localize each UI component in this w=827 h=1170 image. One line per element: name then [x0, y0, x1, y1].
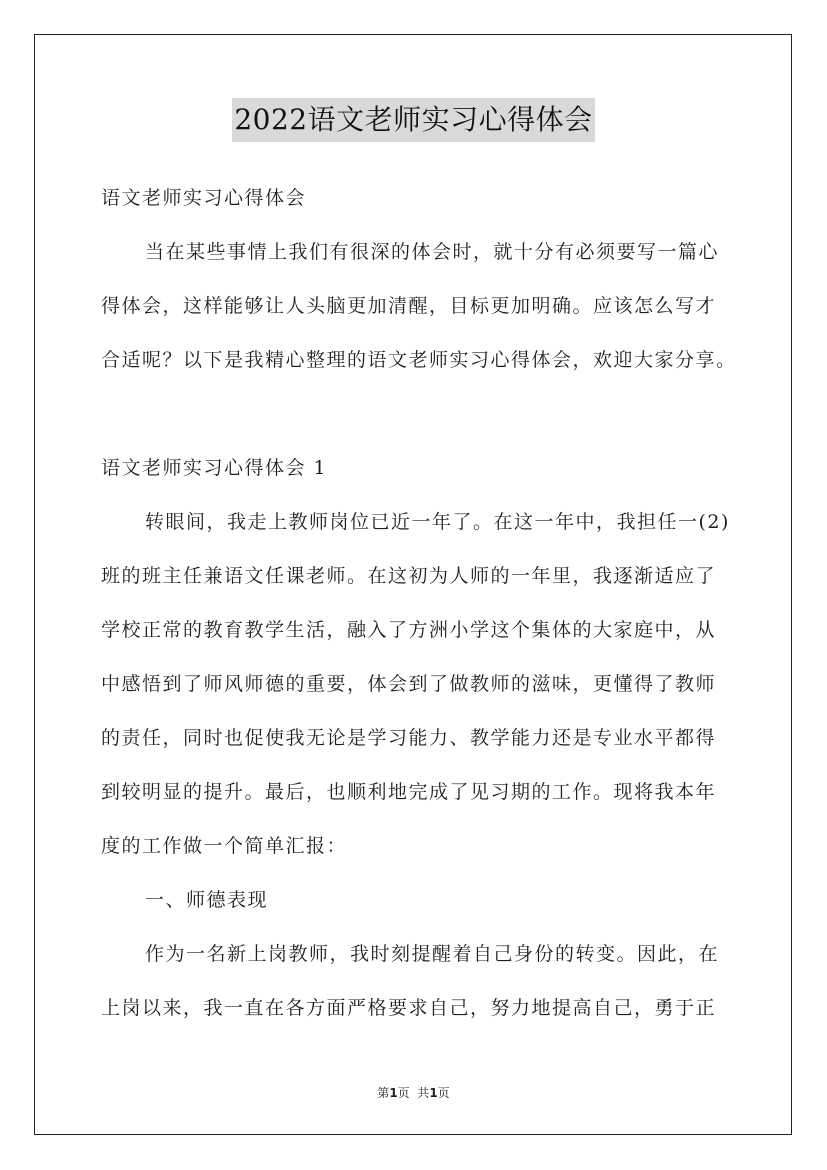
body-line-2: 班的班主任兼语文任课老师。在这初为人师的一年里，我逐渐适应了	[101, 565, 717, 587]
intro-line-2: 得体会，这样能够让人头脑更加清醒，目标更加明确。应该怎么写才	[101, 295, 717, 317]
section-heading: 语文老师实习心得体会 1	[101, 457, 328, 479]
page-footer	[0, 1084, 827, 1101]
body-line-4: 中感悟到了师风师德的重要，体会到了做教师的滋味，更懂得了教师	[101, 673, 717, 695]
footer-mid: 页 共	[397, 1086, 430, 1100]
body-line-7: 度的工作做一个简单汇报：	[101, 835, 348, 857]
body-line-1: 转眼间，我走上教师岗位已近一年了。在这一年中，我担任一(2)	[145, 511, 730, 533]
footer-page-number: 1	[389, 1086, 398, 1100]
sub-line-2: 上岗以来，我一直在各方面严格要求自己，努力地提高自己，勇于正	[101, 997, 717, 1019]
intro-line-3: 合适呢？以下是我精心整理的语文老师实习心得体会，欢迎大家分享。	[101, 349, 737, 371]
body-line-5: 的责任，同时也促使我无论是学习能力、教学能力还是专业水平都得	[101, 727, 717, 749]
sub-heading: 一、师德表现	[145, 889, 269, 911]
sub-line-1: 作为一名新上岗教师，我时刻提醒着自己身份的转变。因此，在	[145, 943, 720, 965]
title-container	[0, 98, 827, 142]
document-subtitle: 语文老师实习心得体会	[101, 187, 307, 209]
body-line-3: 学校正常的教育教学生活，融入了方洲小学这个集体的大家庭中，从	[101, 619, 717, 641]
body-line-6: 到较明显的提升。最后，也顺利地完成了见习期的工作。现将我本年	[101, 781, 717, 803]
footer-total-pages: 1	[429, 1086, 438, 1100]
intro-line-1: 当在某些事情上我们有很深的体会时，就十分有必须要写一篇心	[145, 241, 720, 263]
footer-suffix: 页	[437, 1086, 450, 1100]
document-title: 2022语文老师实习心得体会	[232, 98, 594, 142]
footer-prefix: 第	[377, 1086, 390, 1100]
